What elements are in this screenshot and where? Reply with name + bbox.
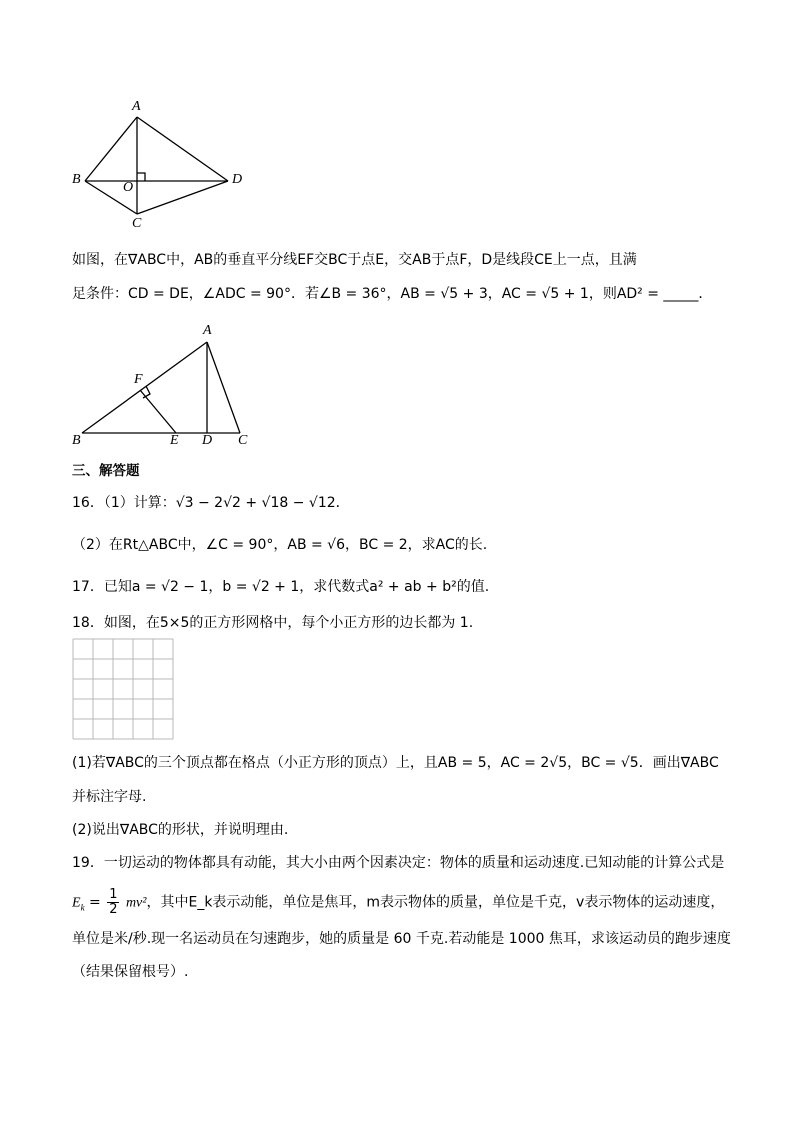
- formula-rest: mv²: [125, 895, 147, 911]
- grid-svg: [73, 639, 173, 739]
- label-f: F: [134, 372, 143, 387]
- right-angle-mark: [137, 173, 145, 181]
- q17-text: 17．已知a = √2 − 1，b = √2 + 1，求代数式a² + ab + b²的值.: [72, 579, 490, 595]
- formula-den: 2: [109, 902, 118, 917]
- q15-line1: 如图，在∇ABC中，AB的垂直平分线EF交BC于点E，交AB于点F，D是线段CE上一点，且满: [72, 252, 637, 268]
- quadrilateral-svg: [60, 95, 260, 235]
- q19-line3: 单位是米/秒.现一名运动员在匀速跑步，她的质量是 60 千克.若动能是 1000 焦耳，求该运动员的跑步速度: [72, 931, 731, 947]
- figure-triangle-q15: [60, 322, 280, 452]
- label-o: O: [123, 180, 134, 195]
- q19-line2: $E_k$ = $\frac{1}{2}$ mv²，其中E_k表示动能，单位是焦耳，m表示物体的质量，单位是千克，v表示物体的运动速度，: [72, 887, 725, 917]
- section-heading: 三、解答题: [72, 463, 140, 479]
- formula-num: 1: [109, 887, 118, 902]
- formula-sub: k: [80, 902, 85, 913]
- q19-line2-text: ，其中E_k表示动能，单位是焦耳，m表示物体的质量，单位是千克，v表示物体的运动速度，: [146, 894, 725, 911]
- label-d2: D: [202, 433, 213, 448]
- label-a2: A: [203, 323, 212, 338]
- label-d: D: [232, 172, 243, 187]
- label-b: B: [72, 172, 81, 187]
- q18-sub1-line1: (1)若∇ABC的三个顶点都在格点（小正方形的顶点）上，且AB = 5，AC = 2√5，BC = √5．画出∇ABC: [72, 755, 719, 771]
- q18-text: 18．如图，在5×5的正方形网格中，每个小正方形的边长都为 1.: [72, 615, 474, 631]
- formula-fraction: [107, 888, 119, 917]
- q18-sub1-line2: 并标注字母.: [72, 789, 147, 805]
- figure-quadrilateral: [60, 95, 260, 235]
- edge-ab: [85, 117, 137, 181]
- label-e: E: [170, 433, 179, 448]
- side-ac: [207, 342, 240, 433]
- grid-5x5: [73, 639, 173, 739]
- q19-line1: 19．一切运动的物体都具有动能，其大小由两个因素决定：物体的质量和运动速度.已知动能的计算公式是: [72, 855, 725, 871]
- q16-part1: 16．（1）计算：√3 − 2√2 + √18 − √12．: [72, 495, 350, 511]
- q16-part2: （2）在Rt△ABC中，∠C = 90°，AB = √6，BC = 2，求AC的长.: [72, 537, 488, 553]
- edge-da: [137, 117, 228, 181]
- label-b2: B: [72, 433, 81, 448]
- side-ab: [82, 342, 207, 433]
- label-c: C: [132, 216, 142, 231]
- q19-line4: （结果保留根号）.: [72, 964, 189, 980]
- label-a: A: [132, 99, 141, 114]
- edge-cd: [137, 181, 228, 214]
- formula-e: E: [72, 895, 81, 911]
- q18-sub2: (2)说出∇ABC的形状，并说明理由.: [72, 822, 289, 838]
- label-c2: C: [238, 433, 248, 448]
- q15-line2: 足条件：CD = DE，∠ADC = 90°．若∠B = 36°，AB = √5 + 3，AC = √5 + 1，则AD² = _____．: [72, 286, 713, 302]
